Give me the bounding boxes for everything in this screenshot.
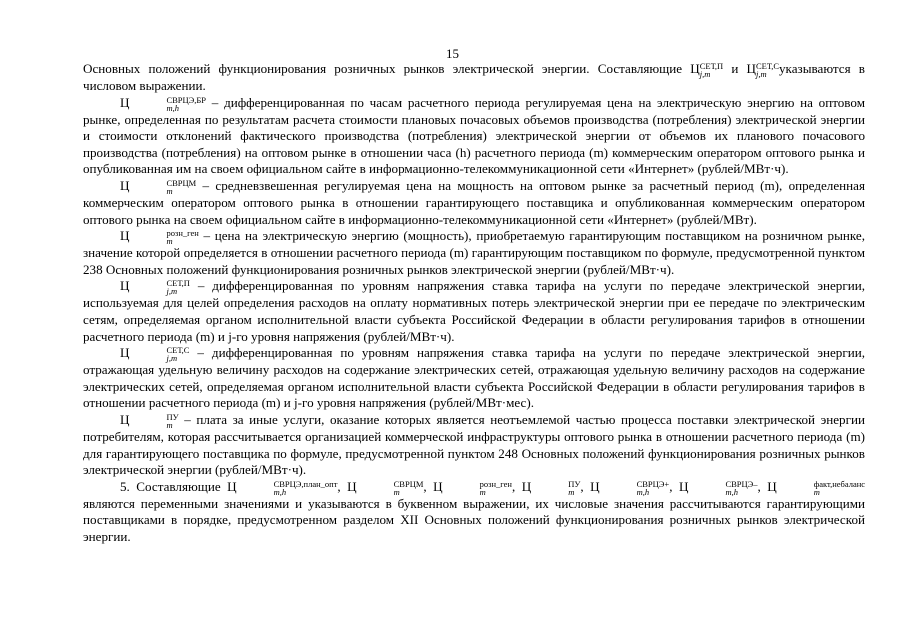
symbol-superscript: СВРЦЭ+ xyxy=(636,478,670,489)
price-symbol xyxy=(120,228,199,247)
page-number: 15 xyxy=(446,46,459,61)
text-run: являются переменными значениями и указываются в буквенном выражении, их числовые значения рассчитываются гарантирующими поставщиками в порядке, предусмотренном разделом XII Основных положений функционирования розничных рынков электрической энергии. xyxy=(83,495,865,544)
text-run: 5. Составляющие xyxy=(120,478,228,494)
symbol-letter: Ц xyxy=(347,478,357,494)
symbol-superscript: СЕТ,П xyxy=(699,61,724,71)
symbol-letter: Ц xyxy=(590,478,600,494)
symbol-subscript: m,h xyxy=(166,102,179,113)
price-symbol xyxy=(120,411,179,430)
paragraph xyxy=(83,278,865,345)
text-run: Основных положений функционирования розничных рынков электрической энергии. Составляющие xyxy=(83,61,691,76)
text-run: – дифференцированная по уровням напряжения ставка тарифа на услуги по передаче электрической энергии, используемая для целей определения расходов на оплату нормативных потерь электрической энергии при ее передаче по электрическим сетям, определяемая органом исполнительной власти субъекта Российской Федерации в области регулирования тарифов в отношении расчетного периода (m) и j-го уровня напряжения (рублей/МВт·ч). xyxy=(83,278,865,344)
text-run: , xyxy=(580,478,591,494)
paragraph xyxy=(83,178,865,228)
symbol-superscript: СЕТ,С xyxy=(166,345,190,356)
symbol-letter: Ц xyxy=(120,177,130,193)
symbol-subscript: m xyxy=(568,486,575,497)
price-symbol xyxy=(690,61,724,79)
price-symbol xyxy=(521,478,581,497)
symbol-superscript: ПУ xyxy=(166,411,179,422)
price-symbol xyxy=(767,478,866,497)
price-symbol xyxy=(120,94,207,113)
symbol-letter: Ц xyxy=(120,411,130,427)
price-symbol xyxy=(120,278,190,297)
symbol-subscript: m,h xyxy=(725,486,738,497)
price-symbol xyxy=(120,177,197,196)
symbol-subscript: m xyxy=(813,486,820,497)
symbol-subscript: m xyxy=(166,236,173,247)
paragraph xyxy=(83,345,865,412)
text-run: , xyxy=(337,478,348,494)
symbol-superscript: СЕТ,С xyxy=(756,61,779,71)
symbol-letter: Ц xyxy=(433,478,443,494)
symbol-letter: Ц xyxy=(227,478,237,494)
price-symbol xyxy=(590,478,670,497)
price-symbol xyxy=(347,478,424,497)
text-run: , xyxy=(511,478,522,494)
text-run: , xyxy=(757,478,768,494)
symbol-superscript: СВРЦЭ– xyxy=(725,478,758,489)
symbol-superscript: ПУ xyxy=(568,478,581,489)
symbol-letter: Ц xyxy=(120,228,130,244)
price-symbol xyxy=(227,478,338,497)
symbol-letter: Ц xyxy=(690,61,700,76)
symbol-subscript: m xyxy=(166,185,173,196)
symbol-letter: Ц xyxy=(746,61,756,76)
symbol-subscript: m,h xyxy=(636,486,650,497)
price-symbol xyxy=(746,61,779,79)
text-run: , xyxy=(669,478,679,494)
symbol-letter: Ц xyxy=(767,478,777,494)
symbol-superscript: СВРЦМ xyxy=(393,478,424,489)
symbol-subscript: j,m xyxy=(756,69,767,79)
text-run: – дифференцированная по уровням напряжения ставка тарифа на услуги по передаче электрической энергии, отражающая удельную величину расходов на содержание электрических сетей, отражающая удельную величину расходов на содержание электрических сетей, определяемая органом исполнительной власти субъекта Российской Федерации в области регулирования тарифов в отношении расчетного периода (m) и j-го уровня напряжения (рублей/МВт·мес). xyxy=(83,345,865,411)
paragraph xyxy=(83,412,865,479)
text-run: и xyxy=(723,61,747,76)
paragraph xyxy=(83,479,865,546)
document-body xyxy=(83,61,865,545)
text-run: указываются в числовом выражении. xyxy=(83,61,865,93)
text-run: , xyxy=(423,478,434,494)
price-symbol xyxy=(678,478,758,497)
symbol-subscript: j,m xyxy=(699,69,711,79)
price-symbol xyxy=(120,345,190,364)
symbol-superscript: розн_ген xyxy=(479,478,512,489)
symbol-superscript: СЕТ,П xyxy=(166,278,190,289)
symbol-subscript: j,m xyxy=(166,286,178,297)
symbol-superscript: СВРЦМ xyxy=(166,177,197,188)
text-run: – средневзвешенная регулируемая цена на мощность на оптовом рынке за расчетный период (m), определенная коммерческим оператором оптового рынка в отношении гарантирующего поставщика и опубликованная коммерческим оператором оптового рынка на своем официальном сайте в информационно-телекоммуникационной сети «Интернет» (рублей/МВт). xyxy=(83,177,865,227)
symbol-subscript: m,h xyxy=(273,486,287,497)
symbol-letter: Ц xyxy=(120,278,130,294)
paragraph xyxy=(83,95,865,178)
symbol-subscript: m xyxy=(479,486,486,497)
text-run: – плата за иные услуги, оказание которых является неотъемлемой частью процесса поставки электрической энергии потребителям, которая рассчитывается организацией коммерческой инфраструктуры оптового рынка в отношении расчетного периода (m) для гарантирующего поставщика по формуле, предусмотренной пунктом 248 Основных положений функционирования розничных рынков электрической энергии (рублей/МВт·ч). xyxy=(83,411,865,478)
symbol-superscript: СВРЦЭ,БР xyxy=(166,94,207,105)
symbol-letter: Ц xyxy=(120,345,130,361)
paragraph xyxy=(83,228,865,278)
symbol-subscript: m xyxy=(166,419,173,430)
price-symbol xyxy=(433,478,512,497)
symbol-letter: Ц xyxy=(120,94,130,110)
symbol-subscript: m xyxy=(393,486,400,497)
symbol-subscript: j,m xyxy=(166,353,178,364)
text-run: – дифференцированная по часам расчетного периода регулируемая цена на электрическую энергию на оптовом рынке, определенная по результатам расчета стоимости плановых почасовых объемов производства (потребления) электрической энергии и стоимости отклонений фактического производства (потребления) электрической энергии от объемов их планового почасового производства (потребления) на оптовом рынке в отношении часа (h) расчетного периода (m) коммерческим оператором оптового рынка и опубликованная им на своем официальном сайте в информационно-телекоммуникационной сети «Интернет» (рублей/МВт·ч). xyxy=(83,94,865,177)
symbol-superscript: розн_ген xyxy=(166,228,199,239)
symbol-superscript: факт,небаланс xyxy=(813,478,866,489)
paragraph xyxy=(83,61,865,95)
text-run: – цена на электрическую энергию (мощность), приобретаемую гарантирующим поставщиком на розничном рынке, значение которой определяется в отношении расчетного периода (m) гарантирующим поставщиком по формуле, предусмотренной пунктом 238 Основных положений функционирования розничных рынков электрической энергии (рублей/МВт·ч). xyxy=(83,228,865,277)
symbol-superscript: СВРЦЭ,план_опт xyxy=(273,478,338,489)
symbol-letter: Ц xyxy=(678,478,689,494)
symbol-letter: Ц xyxy=(521,478,532,494)
